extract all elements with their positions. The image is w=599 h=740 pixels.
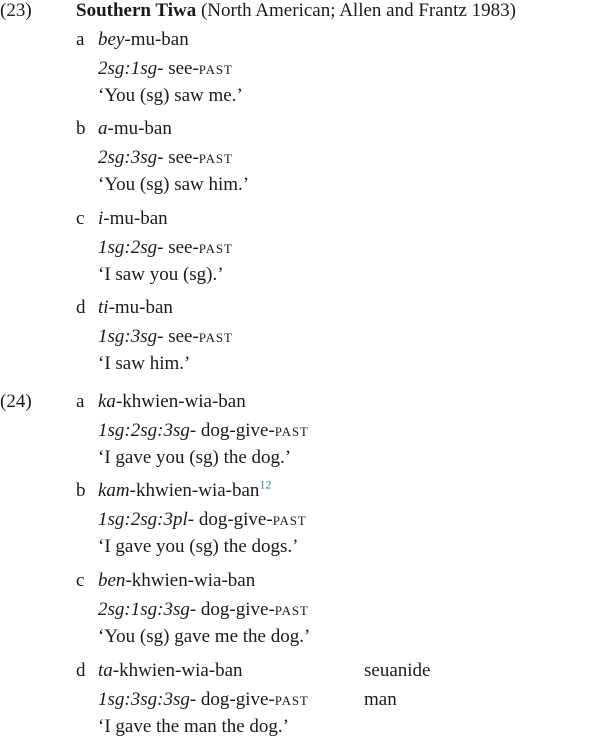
form-stem: -khwien-wia-ban [112,660,243,681]
form-line [98,208,168,230]
example-letter: a [76,391,85,412]
example-letter: c [76,570,85,591]
footnote-marker-link[interactable]: 12 [259,477,272,492]
gloss-verb: dog-give- [196,599,275,620]
gloss-line [98,420,309,442]
gloss-verb: see- [163,326,199,347]
form-line [98,118,172,140]
gloss-agreement: 1sg:3sg:3sg- [98,689,197,710]
gloss-line [98,689,309,711]
form-stem: -khwien-wia-ban [115,391,246,412]
translation-line: ‘You (sg) saw me.’ [98,85,243,106]
translation-line: ‘I gave you (sg) the dog.’ [98,447,292,468]
translation-line: ‘You (sg) saw him.’ [98,174,250,195]
example-number-24: (24) [0,391,32,412]
gloss-line [98,599,309,621]
gloss-agreement: 2sg:3sg- [98,147,164,168]
gloss-tense: past [274,420,309,441]
gloss-verb: dog-give- [194,509,273,530]
gloss-tense: past [274,599,309,620]
example-letter: a [76,29,85,50]
translation-line: ‘I gave the man the dog.’ [98,716,289,737]
form-stem: -mu-ban [107,118,172,139]
language-name: Southern Tiwa [76,0,197,21]
gloss-verb: dog-give- [196,420,275,441]
form-prefix: ti [98,297,109,318]
gloss-agreement: 2sg:1sg:3sg- [98,599,197,620]
example-number-23: (23) [0,0,32,21]
form-prefix: a [98,118,108,139]
gloss-line [98,509,306,531]
example-letter: d [76,660,86,681]
form-prefix: bey [98,29,125,50]
gloss-verb: see- [163,58,199,79]
form-prefix: ta [98,660,113,681]
gloss-agreement: 1sg:2sg:3sg- [98,420,197,441]
object-gloss: man [364,689,397,710]
translation-line: ‘I gave you (sg) the dogs.’ [98,536,299,557]
form-stem: -mu-ban [103,208,168,229]
example-letter: b [76,118,86,139]
form-line [98,570,255,592]
gloss-verb: see- [163,147,199,168]
gloss-verb: see- [163,237,199,258]
gloss-verb: dog-give- [196,689,275,710]
form-line [98,391,246,413]
example-letter: b [76,480,86,501]
translation-line: ‘I saw him.’ [98,353,191,374]
form-line [98,477,272,502]
form-line [98,29,189,51]
gloss-tense: past [198,58,233,79]
gloss-tense: past [272,509,307,530]
gloss-line [98,326,233,348]
form-stem: -mu-ban [124,29,189,50]
form-prefix: ben [98,570,126,591]
gloss-tense: past [198,147,233,168]
gloss-line [98,58,233,80]
form-prefix: i [98,208,104,229]
example-letter: c [76,208,85,229]
example-letter: d [76,297,86,318]
language-source: (North American; Allen and Frantz 1983) [196,0,516,21]
form-stem: -mu-ban [108,297,173,318]
form-stem: -khwien-wia-ban [125,570,256,591]
form-line [98,660,243,682]
gloss-agreement: 1sg:2sg- [98,237,164,258]
gloss-agreement: 1sg:2sg:3pl- [98,509,195,530]
form-stem: -khwien-wia-ban [129,480,260,501]
form-prefix: ka [98,391,116,412]
gloss-line [98,147,233,169]
gloss-agreement: 1sg:3sg- [98,326,164,347]
form-prefix: kam [98,480,130,501]
object-word: seuanide [364,660,431,681]
gloss-line [98,237,233,259]
gloss-tense: past [198,326,233,347]
gloss-tense: past [274,689,309,710]
gloss-agreement: 2sg:1sg- [98,58,164,79]
form-line [98,297,173,319]
example-title [76,0,516,22]
translation-line: ‘I saw you (sg).’ [98,264,224,285]
gloss-tense: past [198,237,233,258]
translation-line: ‘You (sg) gave me the dog.’ [98,626,311,647]
